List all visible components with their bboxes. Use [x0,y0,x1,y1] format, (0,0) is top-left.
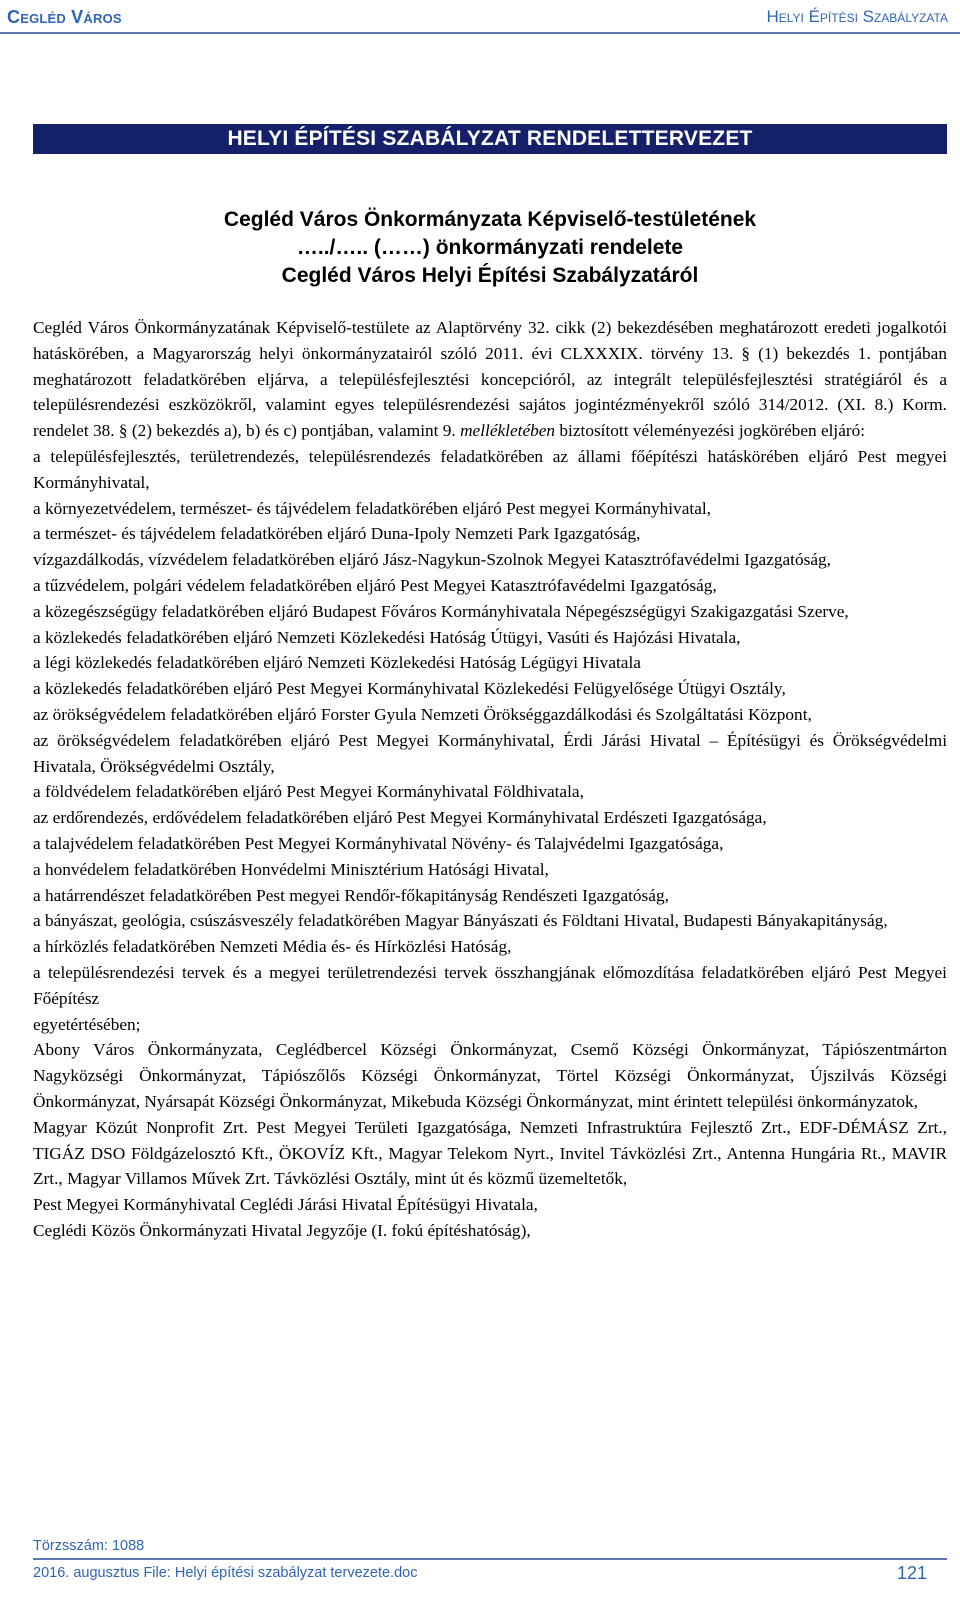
authority-item: az erdőrendezés, erdővédelem feladatkörében eljáró Pest Megyei Kormányhivatal Erdészeti Igazgatósága, [33,808,767,828]
authority-item: a talajvédelem feladatkörében Pest Megyei Kormányhivatal Növény- és Talajvédelmi Igazgatósága, [33,833,724,853]
header-city-name: Cegléd Város [7,7,122,27]
authority-item: a településrendezési tervek és a megyei területrendezési tervek összhangjának előmozdítása feladatkörében eljáró Pest Megyei Főépítész [33,962,947,1008]
authority-item: a földvédelem feladatkörében eljáró Pest Megyei Kormányhivatal Földhivatala, [33,782,584,802]
authority-item: a honvédelem feladatkörében Honvédelmi Minisztérium Hatósági Hivatal, [33,859,549,879]
heading-line-1: Cegléd Város Önkormányzata Képviselő-testületének [223,208,757,231]
footer-file-info: 2016. augusztus File: Helyi építési szabályzat tervezete.doc [33,1565,418,1581]
document-body [33,315,947,1244]
authority-item: a bányászat, geológia, csúszásveszély feladatkörében Magyar Bányászati és Földtani Hivatal, Budapesti Bányakapitányság, [33,911,888,931]
authority-item: a településfejlesztés, területrendezés, településrendezés feladatkörében az állami főépítészi hatáskörében eljáró Pest megyei Kormányhivatal, [33,446,947,492]
authority-item: a közlekedés feladatkörében eljáró Pest Megyei Kormányhivatal Közlekedési Felügyelősége Útügyi Osztály, [33,679,786,699]
footer-registry-number: Törzsszám: 1088 [33,1538,145,1554]
authority-item: a közlekedés feladatkörében eljáró Nemzeti Közlekedési Hatóság Útügyi, Vasúti és Hajózási Hivatala, [33,627,741,647]
page-header [0,0,960,34]
heading-line-3: Cegléd Város Helyi Építési Szabályzatáról [281,264,699,287]
authority-list [33,444,947,1012]
final-line-1: Pest Megyei Kormányhivatal Ceglédi Járási Hivatal Építésügyi Hivatala, [33,1195,538,1215]
authority-item: a közegészségügy feladatkörében eljáró Budapest Főváros Kormányhivatala Népegészségügyi Szakigazgatási Szerve, [33,601,849,621]
operators-paragraph: Magyar Közút Nonprofit Zrt. Pest Megyei Területi Igazgatósága, Nemzeti Infrastruktúra Fejlesztő Zrt., EDF-DÉMÁSZ Zrt., TIGÁZ DSO Földgázelosztó Kft., ÖKOVÍZ Kft., Magyar Telekom Nyrt., Invitel Távközlési Zrt., Antenna Hungária Rt., MAVIR Zrt., Magyar Villamos Művek Zrt. Távközlési Osztály, mint út és közmű üzemeltetők, [33,1117,947,1189]
authority-item: vízgazdálkodás, vízvédelem feladatkörében eljáró Jász-Nagykun-Szolnok Megyei Katasztrófavédelmi Igazgatóság, [33,550,831,570]
agreement-line: egyetértésében; [33,1014,141,1034]
regulation-heading [33,206,947,290]
authority-item: a hírközlés feladatkörében Nemzeti Média és- és Hírközlési Hatóság, [33,937,512,957]
preamble-start: Cegléd Város Önkormányzatának Képviselő-testülete az Alaptörvény 32. cikk (2) bekezdésében meghatározott eredeti jogalkotói hatáskörében, a Magyarország helyi önkormányzatairól szóló 2011. évi CLXXXIX. törvény 13. § (1) bekezdés 1. pontjában meghatározott feladatkörében eljárva, a településfejlesztési koncepcióról, az integrált településfejlesztési stratégiáról és a településrendezési eszközökről, valamint egyes településrendezési sajátos jogintézményekről szóló 314/2012. (XI. 8.) Korm. rendelet 38. § (2) bekezdés a), b) és c) pontjában, valamint 9. [33,318,947,441]
authority-item: a környezetvédelem, természet- és tájvédelem feladatkörében eljáró Pest megyei Kormányhivatal, [33,498,711,518]
preamble-end: biztosított véleményezési jogkörében eljáró: [559,421,866,441]
authority-item: a légi közlekedés feladatkörében eljáró Nemzeti Közlekedési Hatóság Légügyi Hivatala [33,653,641,673]
authority-item: a természet- és tájvédelem feladatkörében eljáró Duna-Ipoly Nemzeti Park Igazgatóság, [33,524,641,544]
municipalities-paragraph: Abony Város Önkormányzata, Ceglédbercel Községi Önkormányzat, Csemő Községi Önkormányzat, Tápiószentmárton Nagyközségi Önkormányzat, Tápiószőlős Községi Önkormányzat, Törtel Községi Önkormányzat, Újszilvás Községi Önkormányzat, Nyársapát Községi Önkormányzat, Mikebuda Községi Önkormányzat, mint érintett települési önkormányzatok, [33,1040,947,1111]
authority-item: az örökségvédelem feladatkörében eljáró Pest Megyei Kormányhivatal, Érdi Járási Hivatal – Építésügyi és Örökségvédelmi Hivatala, Örökségvédelmi Osztály, [33,730,947,776]
preamble-italic: mellékletében [460,421,556,441]
footer-page-number: 121 [896,1563,927,1583]
final-line-2: Ceglédi Közös Önkormányzati Hivatal Jegyzője (I. fokú építéshatóság), [33,1220,531,1240]
authority-item: az örökségvédelem feladatkörében eljáró Forster Gyula Nemzeti Örökséggazdálkodási és Szolgáltatási Központ, [33,704,812,724]
footer-file-line [33,1558,947,1584]
preamble-paragraph [33,315,947,444]
header-document-name: Helyi Építési Szabályzata [766,7,948,26]
document-title-bar: HELYI ÉPÍTÉSI SZABÁLYZAT RENDELETTERVEZET [33,124,947,154]
page-footer [33,1536,947,1584]
heading-line-2: …../….. (……) önkormányzati rendelete [296,236,684,259]
authority-item: a tűzvédelem, polgári védelem feladatkörében eljáró Pest Megyei Katasztrófavédelmi Igazgatóság, [33,575,717,595]
authority-item: a határrendészet feladatkörében Pest megyei Rendőr-főkapitányság Rendészeti Igazgatóság, [33,885,669,905]
